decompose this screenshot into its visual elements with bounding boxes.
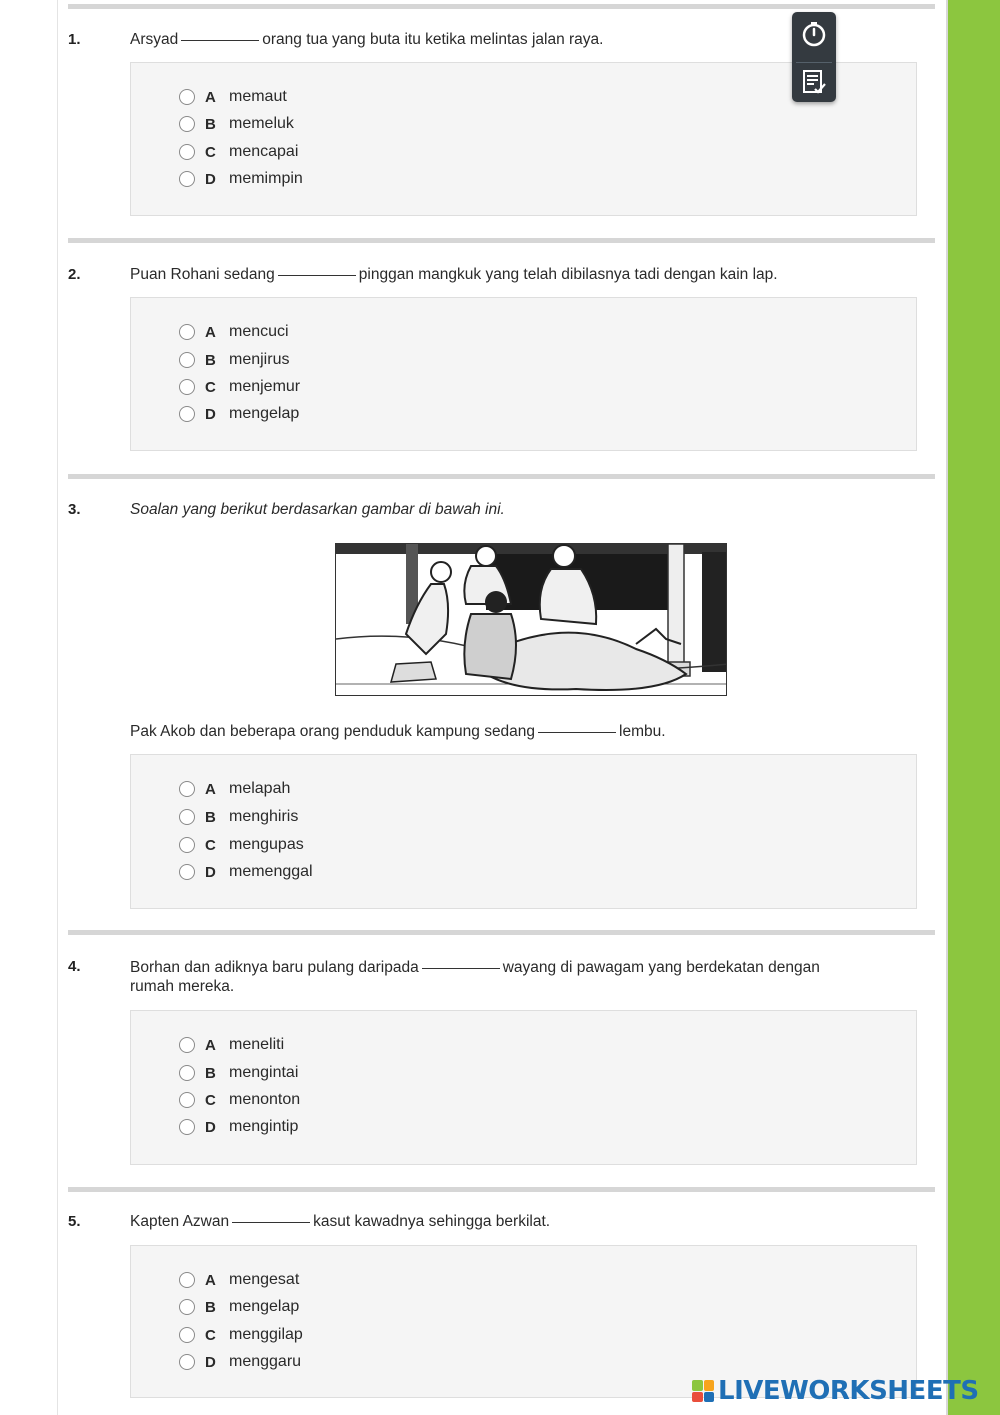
radio-button[interactable] — [179, 781, 195, 797]
question-text: Borhan dan adiknya baru pulang daripada wayang di pawagam yang berdekatan dengan rumah mereka. — [130, 959, 820, 995]
separator — [68, 474, 935, 479]
timer-button[interactable] — [798, 18, 830, 50]
radio-button[interactable] — [179, 837, 195, 853]
answer-blank — [232, 1222, 310, 1223]
question-intro: Soalan yang berikut berdasarkan gambar di bawah ini. — [130, 501, 505, 518]
option-d[interactable]: D mengintip — [179, 1117, 298, 1137]
question-text: Puan Rohani sedang pinggan mangkuk yang telah dibilasnya tadi dengan kain lap. — [130, 266, 778, 283]
option-a[interactable]: A meneliti — [179, 1035, 284, 1055]
question-text-after: orang tua yang buta itu ketika melintas jalan raya. — [262, 31, 604, 48]
option-d[interactable]: D memenggal — [179, 862, 313, 882]
option-c[interactable]: C mengupas — [179, 835, 304, 855]
radio-button[interactable] — [179, 379, 195, 395]
radio-button[interactable] — [179, 324, 195, 340]
option-a[interactable]: A mengesat — [179, 1270, 299, 1290]
page-edge-left — [57, 0, 58, 1415]
question-number: 5. — [68, 1213, 81, 1230]
option-c[interactable]: C menonton — [179, 1090, 300, 1110]
liveworksheets-logo — [692, 1376, 979, 1406]
separator — [68, 1187, 935, 1192]
radio-button[interactable] — [179, 1119, 195, 1135]
option-b[interactable]: B menjirus — [179, 350, 289, 370]
option-d[interactable]: D mengelap — [179, 404, 299, 424]
option-b[interactable]: B mengintai — [179, 1063, 298, 1083]
separator — [68, 238, 935, 243]
question-number: 3. — [68, 501, 81, 518]
separator — [68, 930, 935, 935]
radio-button[interactable] — [179, 1037, 195, 1053]
radio-button[interactable] — [179, 1092, 195, 1108]
radio-button[interactable] — [179, 1354, 195, 1370]
radio-button[interactable] — [179, 809, 195, 825]
timer-icon — [801, 21, 827, 47]
answer-blank — [278, 275, 356, 276]
question-number: 4. — [68, 958, 81, 975]
question-text — [130, 30, 603, 49]
radio-button[interactable] — [179, 352, 195, 368]
question-text-before: Arsyad — [130, 31, 179, 48]
question-number: 1. — [68, 31, 81, 48]
floating-toolbar — [792, 12, 836, 102]
finish-button[interactable] — [798, 66, 830, 98]
left-margin — [0, 0, 57, 1415]
question-text: Kapten Azwan kasut kawadnya sehingga berkilat. — [130, 1213, 551, 1230]
radio-button[interactable] — [179, 406, 195, 422]
brand-name: LIVEWORKSHEETS — [718, 1376, 979, 1406]
option-a[interactable]: A memaut — [179, 87, 287, 107]
options-box — [130, 297, 917, 451]
radio-button[interactable] — [179, 144, 195, 160]
option-d[interactable]: D memimpin — [179, 169, 303, 189]
radio-button[interactable] — [179, 171, 195, 187]
option-c[interactable]: C menggilap — [179, 1325, 303, 1345]
radio-button[interactable] — [179, 1272, 195, 1288]
toolbar-divider — [796, 62, 832, 63]
separator — [68, 4, 935, 9]
logo-mark-icon — [692, 1380, 714, 1402]
options-box — [130, 754, 917, 909]
radio-button[interactable] — [179, 864, 195, 880]
option-d[interactable]: D menggaru — [179, 1352, 301, 1372]
question-number: 2. — [68, 266, 81, 283]
options-box — [130, 1010, 917, 1165]
illustration-drawing — [336, 544, 727, 696]
option-c[interactable]: C menjemur — [179, 377, 300, 397]
question-text: Pak Akob dan beberapa orang penduduk kampung sedang lembu. — [130, 723, 666, 740]
option-b[interactable]: B mengelap — [179, 1297, 299, 1317]
option-b[interactable]: B memeluk — [179, 114, 294, 134]
question-illustration — [335, 543, 727, 696]
option-a[interactable]: A melapah — [179, 779, 290, 799]
radio-button[interactable] — [179, 1065, 195, 1081]
radio-button[interactable] — [179, 89, 195, 105]
option-b[interactable]: B menghiris — [179, 807, 298, 827]
answer-blank — [422, 968, 500, 969]
radio-button[interactable] — [179, 1327, 195, 1343]
option-a[interactable]: A mencuci — [179, 322, 289, 342]
radio-button[interactable] — [179, 116, 195, 132]
radio-button[interactable] — [179, 1299, 195, 1315]
answer-blank — [538, 732, 616, 733]
answer-blank — [181, 40, 259, 41]
green-side-bar — [948, 0, 1000, 1415]
checklist-icon — [801, 68, 827, 96]
option-c[interactable]: C mencapai — [179, 142, 298, 162]
